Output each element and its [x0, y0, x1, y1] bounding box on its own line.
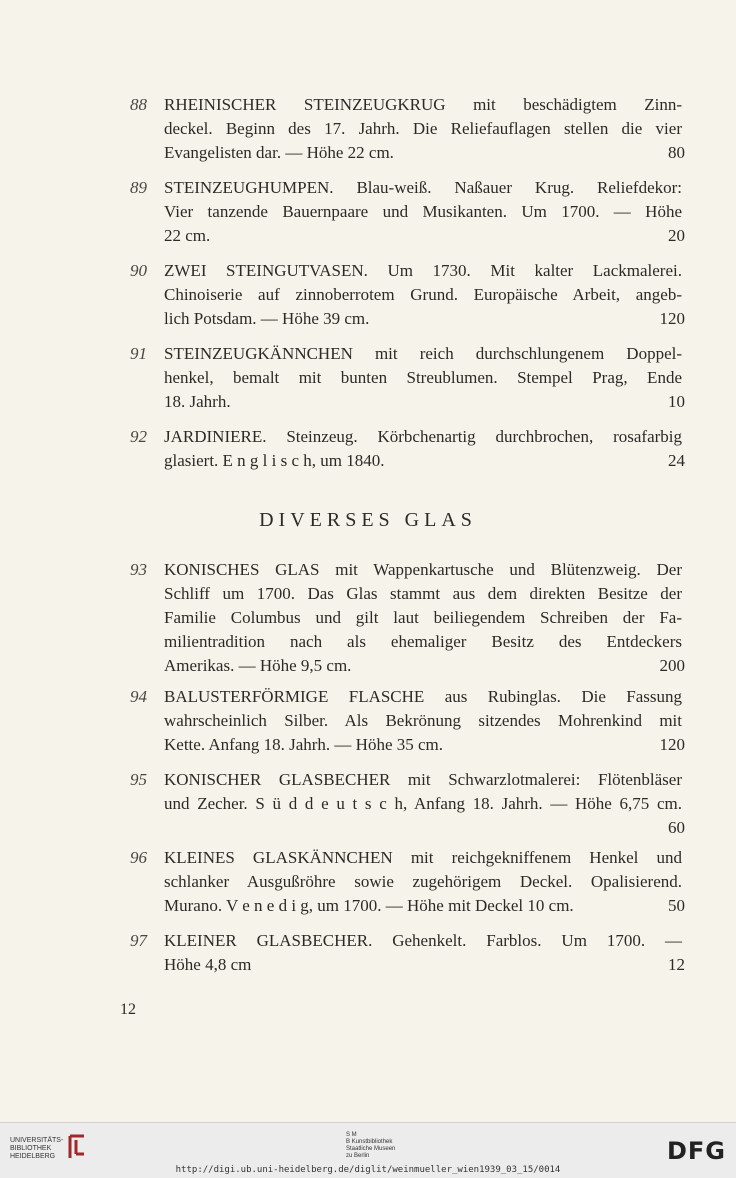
catalog-entry	[130, 176, 685, 248]
entry-line: STEINZEUGKÄNNCHEN mit reich durchschlungenem Doppel-	[164, 344, 682, 363]
university-library-label	[10, 1137, 63, 1161]
entry-line: lich Potsdam. — Höhe 39 cm.	[164, 309, 370, 328]
catalog-entry	[130, 342, 685, 414]
entry-line: BALUSTERFÖRMIGE FLASCHE aus Rubinglas. Die Fassung	[164, 687, 682, 706]
entry-price: 120	[659, 309, 685, 328]
entry-line: Murano. V e n e d i g, um 1700. — Höhe mit Deckel 10 cm.	[164, 896, 574, 915]
uni-line: HEIDELBERG	[10, 1153, 56, 1160]
entry-line: Evangelisten dar. — Höhe 22 cm.	[164, 143, 394, 162]
entry-line: deckel. Beginn des 17. Jahrh. Die Reliefauflagen stellen die vier	[164, 119, 682, 138]
entry-number: 95	[130, 770, 147, 789]
entry-line: ZWEI STEINGUTVASEN. Um 1730. Mit kalter Lackmalerei.	[164, 261, 682, 280]
entry-line: Vier tanzende Bauernpaare und Musikanten. Um 1700. — Höhe	[164, 202, 682, 221]
entry-number: 97	[130, 931, 147, 950]
entry-number: 94	[130, 687, 147, 706]
uni-line: BIBLIOTHEK	[10, 1145, 52, 1152]
digitization-footer	[0, 1122, 736, 1178]
entry-price: 120	[659, 735, 685, 754]
dfg-logo: DFG	[666, 1137, 726, 1165]
lib-line: Staatliche Museen	[346, 1146, 396, 1152]
page-number: 12	[120, 1001, 136, 1018]
entry-line: 18. Jahrh.	[164, 392, 231, 411]
entry-price: 20	[668, 226, 685, 245]
catalog-entry	[130, 558, 685, 678]
catalog-entry	[130, 685, 685, 757]
entry-line: glasiert. E n g l i s c h, um 1840.	[164, 451, 385, 470]
entry-line: schlanker Ausgußröhre sowie zugehörigem Deckel. Opalisierend.	[164, 872, 682, 891]
catalog-entry	[130, 259, 685, 331]
uni-line: UNIVERSITÄTS-	[10, 1137, 64, 1144]
entry-price: 24	[668, 451, 685, 470]
entry-line: henkel, bemalt mit bunten Streublumen. Stempel Prag, Ende	[164, 368, 682, 387]
entry-line: und Zecher. S ü d d e u t s c h, Anfang 18. Jahrh. — Höhe 6,75 cm.	[164, 794, 682, 813]
catalog-entry	[130, 425, 685, 473]
entry-line: JARDINIERE. Steinzeug. Körbchenartig durchbrochen, rosafarbig	[164, 427, 682, 446]
university-logo-icon	[66, 1134, 88, 1160]
entry-line: Chinoiserie auf zinnoberrotem Grund. Europäische Arbeit, angeb-	[164, 285, 682, 304]
section-title: DIVERSES GLAS	[259, 509, 477, 531]
entry-price: 200	[659, 656, 685, 675]
entry-line: 22 cm.	[164, 226, 211, 245]
lib-line: zu Berlin	[346, 1153, 370, 1159]
entry-line: milientradition nach als ehemaliger Besitz des Entdeckers	[164, 632, 682, 651]
entry-line: KLEINER GLASBECHER. Gehenkelt. Farblos. Um 1700. —	[164, 931, 682, 950]
entry-line: Amerikas. — Höhe 9,5 cm.	[164, 656, 352, 675]
lib-line: B Kunstbibliothek	[346, 1139, 393, 1145]
source-url[interactable]: http://digi.ub.uni-heidelberg.de/diglit/weinmueller_wien1939_03_15/0014	[175, 1165, 561, 1175]
entry-number: 96	[130, 848, 147, 867]
catalog-entry	[130, 846, 685, 918]
entry-line: Kette. Anfang 18. Jahrh. — Höhe 35 cm.	[164, 735, 444, 754]
entry-number: 88	[130, 95, 147, 114]
entry-line: Schliff um 1700. Das Glas stammt aus dem direkten Besitze der	[164, 584, 682, 603]
entry-line: KLEINES GLASKÄNNCHEN mit reichgekniffenem Henkel und	[164, 848, 682, 867]
entry-number: 90	[130, 261, 147, 280]
entry-number: 89	[130, 178, 147, 197]
entry-number: 93	[130, 560, 147, 579]
catalog-entry	[130, 929, 685, 977]
entry-number: 92	[130, 427, 147, 446]
entry-line: wahrscheinlich Silber. Als Bekrönung sitzendes Mohrenkind mit	[164, 711, 682, 730]
entry-line: RHEINISCHER STEINZEUGKRUG mit beschädigtem Zinn-	[164, 95, 682, 114]
entry-price: 80	[668, 143, 685, 162]
entry-price: 60	[668, 818, 685, 837]
entry-line: KONISCHES GLAS mit Wappenkartusche und Blütenzweig. Der	[164, 560, 682, 579]
entry-line: Familie Columbus und gilt laut beiliegendem Schreiben der Fa-	[164, 608, 682, 627]
entry-line: KONISCHER GLASBECHER mit Schwarzlotmalerei: Flötenbläser	[164, 770, 682, 789]
entry-price: 50	[668, 896, 685, 915]
entry-price: 10	[668, 392, 685, 411]
entry-line: Höhe 4,8 cm	[164, 955, 252, 974]
catalog-entry	[130, 768, 685, 840]
lib-line: S M	[346, 1132, 357, 1138]
kunstbibliothek-label	[346, 1132, 395, 1160]
entry-line: STEINZEUGHUMPEN. Blau-weiß. Naßauer Krug. Reliefdekor:	[164, 178, 682, 197]
entry-number: 91	[130, 344, 147, 363]
entry-price: 12	[668, 955, 685, 974]
catalog-entry	[130, 93, 685, 165]
